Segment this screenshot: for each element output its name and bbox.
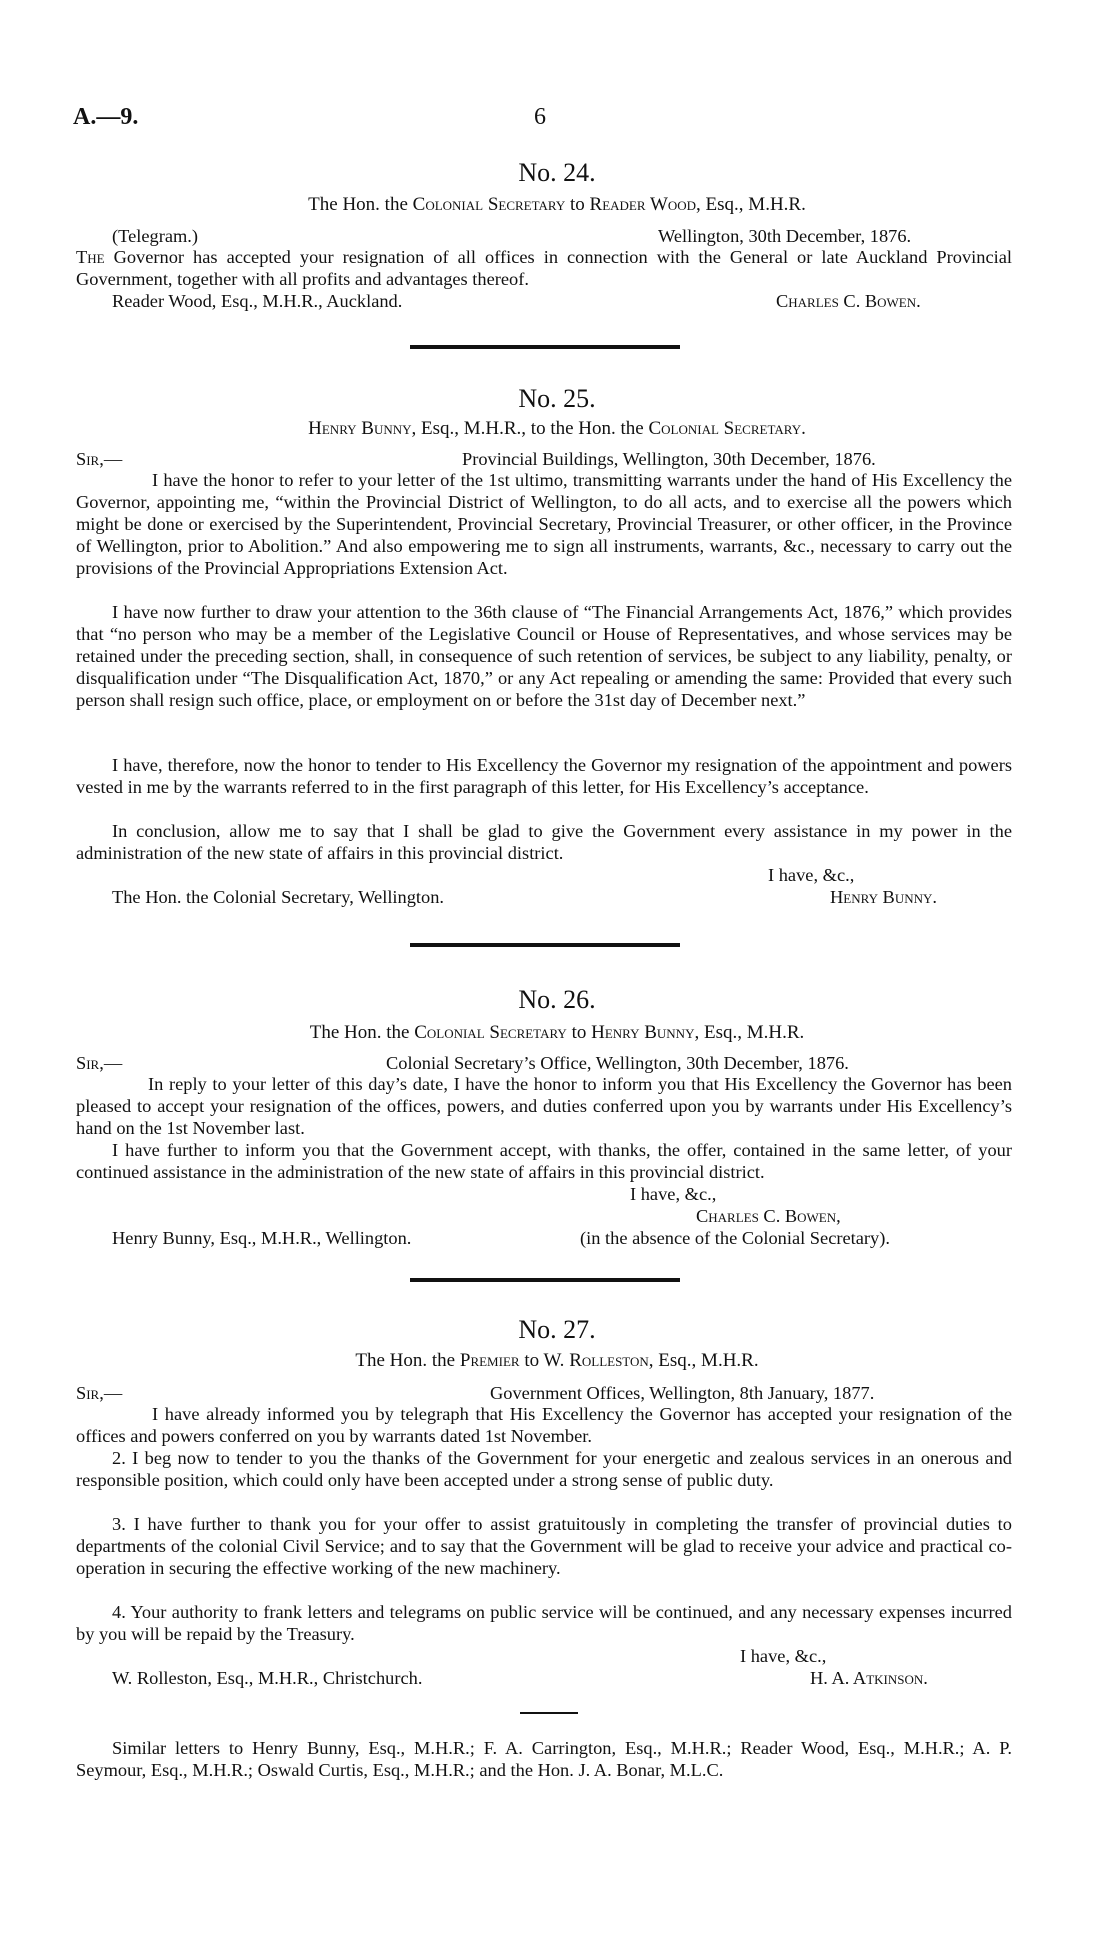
letter-26-paragraph-1: In reply to your letter of this day’s date, I have the honor to inform you that His Excellency the Governor has been pleased to accept your resignation of the offices, powers, and duties conferred upon you by warrants under His Excellency’s hand on the 1st November last. [76, 1074, 1012, 1138]
letter-25-heading: Henry Bunny, Esq., M.H.R., to the Hon. the Colonial Secretary. [308, 418, 806, 439]
letter-25-place-date: Provincial Buildings, Wellington, 30th December, 1876. [462, 449, 876, 469]
letter-27-number: No. 27. [518, 1315, 596, 1344]
letter-26-signature: Charles C. Bowen, [696, 1206, 841, 1226]
page-reference: A.—9. [73, 104, 139, 130]
note-divider [520, 1712, 578, 1714]
letter-25-paragraph-2: I have now further to draw your attention to the 36th clause of “The Financial Arrangements Act, 1876,” which provides that “no person who may be a member of the Legislative Council or House of Representatives, and whose services may be retained under the preceding section, shall, in consequence of such retention of services, be subject to any liability, penalty, or disqualification under “The Disqualification Act, 1870,” or any Act repealing or amending the same: Provided that every such person shall resign such office, place, or employment on or before the 31st day of December next.” [76, 602, 1012, 710]
letter-24-addressee: Reader Wood, Esq., M.H.R., Auckland. [112, 291, 403, 311]
letter-27-paragraph-3: 3. I have further to thank you for your offer to assist gratuitously in completing the transfer of provincial duties to departments of the colonial Civil Service; and to say that the Government will be glad to receive your advice and practical co-operation in securing the effective working of the new machinery. [76, 1514, 1012, 1578]
letter-27-similar-letters-note: Similar letters to Henry Bunny, Esq., M.H.R.; F. A. Carrington, Esq., M.H.R.; Reader Wood, Esq., M.H.R.; A. P. Seymour, Esq., M.H.R.; Oswald Curtis, Esq., M.H.R.; and the Hon. J. A. Bonar, M.L.C. [76, 1738, 1012, 1780]
letter-25-addressee: The Hon. the Colonial Secretary, Wellington. [112, 887, 445, 907]
letter-27-heading: The Hon. the Premier to W. Rolleston, Esq., M.H.R. [355, 1350, 759, 1371]
letter-25-number: No. 25. [518, 384, 596, 413]
letter-27-signature: H. A. Atkinson. [810, 1668, 928, 1688]
letter-25-paragraph-4: In conclusion, allow me to say that I shall be glad to give the Government every assistance in my power in the administration of the new state of affairs in this provincial district. [76, 821, 1012, 863]
section-divider [410, 1278, 680, 1282]
letter-26-closing: I have, &c., [630, 1184, 717, 1204]
section-divider [410, 943, 680, 947]
letter-26-heading: The Hon. the Colonial Secretary to Henry Bunny, Esq., M.H.R. [309, 1022, 805, 1043]
letter-25-paragraph-3: I have, therefore, now the honor to tender to His Excellency the Governor my resignation of the appointment and powers vested in me by the warrants referred to in the first paragraph of this letter, for His Excellency’s acceptance. [76, 755, 1012, 797]
letter-24-place-date: Wellington, 30th December, 1876. [658, 226, 912, 246]
letter-26-addressee: Henry Bunny, Esq., M.H.R., Wellington. [112, 1228, 412, 1248]
letter-26-paragraph-2: I have further to inform you that the Government accept, with thanks, the offer, contained in the same letter, of your continued assistance in the administration of the new state of affairs in this provincial district. [76, 1140, 1012, 1182]
letter-27-salutation: Sir,— [76, 1383, 123, 1403]
letter-27-addressee: W. Rolleston, Esq., M.H.R., Christchurch. [112, 1668, 423, 1688]
section-divider [410, 345, 680, 349]
letter-24-type: (Telegram.) [112, 226, 199, 246]
letter-27-paragraph-4: 4. Your authority to frank letters and telegrams on public service will be continued, and any necessary expenses incurred by you will be repaid by the Treasury. [76, 1602, 1012, 1644]
letter-25-salutation: Sir,— [76, 449, 123, 469]
letter-25-closing: I have, &c., [768, 865, 855, 885]
page-number: 6 [534, 104, 546, 130]
letter-24-number: No. 24. [518, 158, 596, 187]
letter-26-number: No. 26. [518, 985, 596, 1014]
letter-25-paragraph-1: I have the honor to refer to your letter of the 1st ultimo, transmitting warrants under the hand of His Excellency the Governor, appointing me, “within the Provincial District of Wellington, to do all acts, and to exercise all the powers which might be done or exercised by the Superintendent, Provincial Secretary, Provincial Treasurer, or other officer, in the Province of Wellington, prior to Abolition.” And also empowering me to sign all instruments, warrants, &c., necessary to carry out the provisions of the Provincial Appropriations Extension Act. [76, 470, 1012, 578]
letter-27-paragraph-2: 2. I beg now to tender to you the thanks of the Government for your energetic and zealous services in an onerous and responsible position, which could only have been accepted under a strong sense of public duty. [76, 1448, 1012, 1490]
letter-27-closing: I have, &c., [740, 1646, 827, 1666]
letter-27-place-date: Government Offices, Wellington, 8th January, 1877. [490, 1383, 875, 1403]
letter-27-paragraph-1: I have already informed you by telegraph that His Excellency the Governor has accepted your resignation of the offices and powers conferred on you by warrants dated 1st November. [76, 1404, 1012, 1446]
letter-26-signature-note: (in the absence of the Colonial Secretary). [580, 1228, 890, 1248]
letter-24-heading: The Hon. the Colonial Secretary to Reader Wood, Esq., M.H.R. [308, 194, 806, 215]
letter-25-signature: Henry Bunny. [830, 887, 937, 907]
letter-24-body: The Governor has accepted your resignation of all offices in connection with the General or late Auckland Provincial Government, together with all profits and advantages thereof. [76, 247, 1012, 289]
letter-24-signature: Charles C. Bowen. [776, 291, 921, 311]
letter-26-salutation: Sir,— [76, 1053, 123, 1073]
letter-26-place-date: Colonial Secretary’s Office, Wellington, 30th December, 1876. [386, 1053, 849, 1073]
